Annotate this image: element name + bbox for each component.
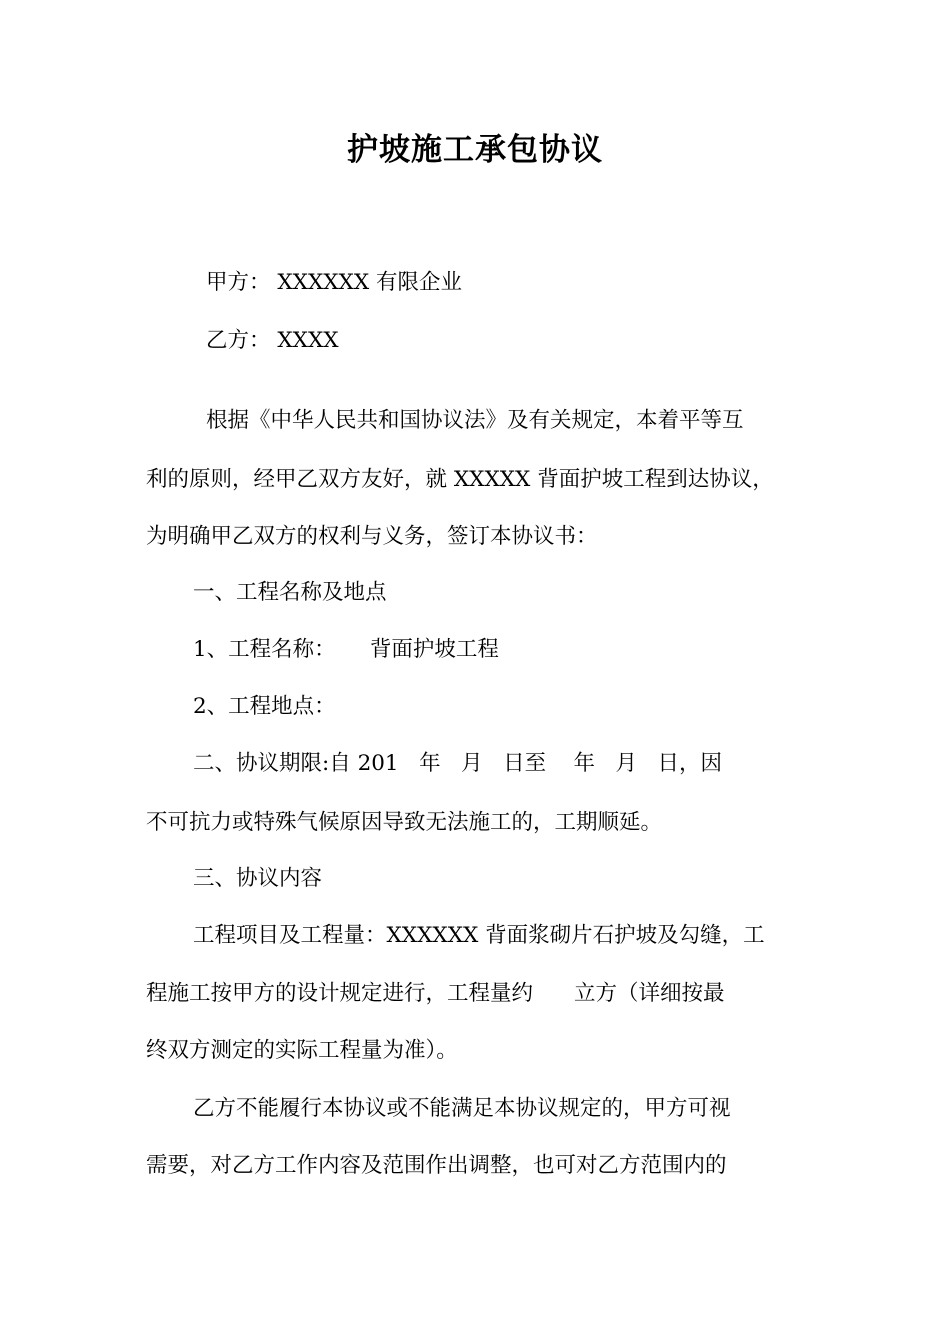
party-a-line: 甲方： XXXXXX 有限企业 xyxy=(206,270,463,295)
adjustment-paragraph-line-2: 需要，对乙方工作内容及范围作出调整，也可对乙方范围内的 xyxy=(146,1153,727,1178)
document-title: 护坡施工承包协议 xyxy=(347,132,603,168)
scope-paragraph-line-3: 终双方测定的实际工程量为准）。 xyxy=(146,1038,458,1063)
section-2-line-2: 不可抗力或特殊气候原因导致无法施工的，工期顺延。 xyxy=(146,810,663,835)
party-b-line: 乙方： XXXX xyxy=(206,328,339,353)
adjustment-paragraph-line-1: 乙方不能履行本协议或不能满足本协议规定的，甲方可视 xyxy=(193,1096,731,1121)
intro-paragraph-line-2: 利的原则，经甲乙双方友好，就 XXXXX 背面护坡工程到达协议， xyxy=(146,467,774,492)
section-1-heading: 一、工程名称及地点 xyxy=(193,580,387,605)
project-location-line: 2、工程地点： xyxy=(193,694,336,719)
scope-paragraph-line-2: 程施工按甲方的设计规定进行，工程量约 立方（详细按最 xyxy=(146,981,725,1006)
intro-paragraph-line-3: 为明确甲乙双方的权利与义务，签订本协议书： xyxy=(146,524,598,549)
section-3-heading: 三、协议内容 xyxy=(193,866,323,891)
intro-paragraph-line-1: 根据《中华人民共和国协议法》及有关规定，本着平等互 xyxy=(206,408,744,433)
project-name-line: 1、工程名称： 背面护坡工程 xyxy=(193,637,499,662)
section-2-line-1: 二、协议期限:自 201 年 月 日至 年 月 日，因 xyxy=(193,751,722,776)
scope-paragraph-line-1: 工程项目及工程量：XXXXXX 背面浆砌片石护坡及勾缝，工 xyxy=(193,923,765,948)
